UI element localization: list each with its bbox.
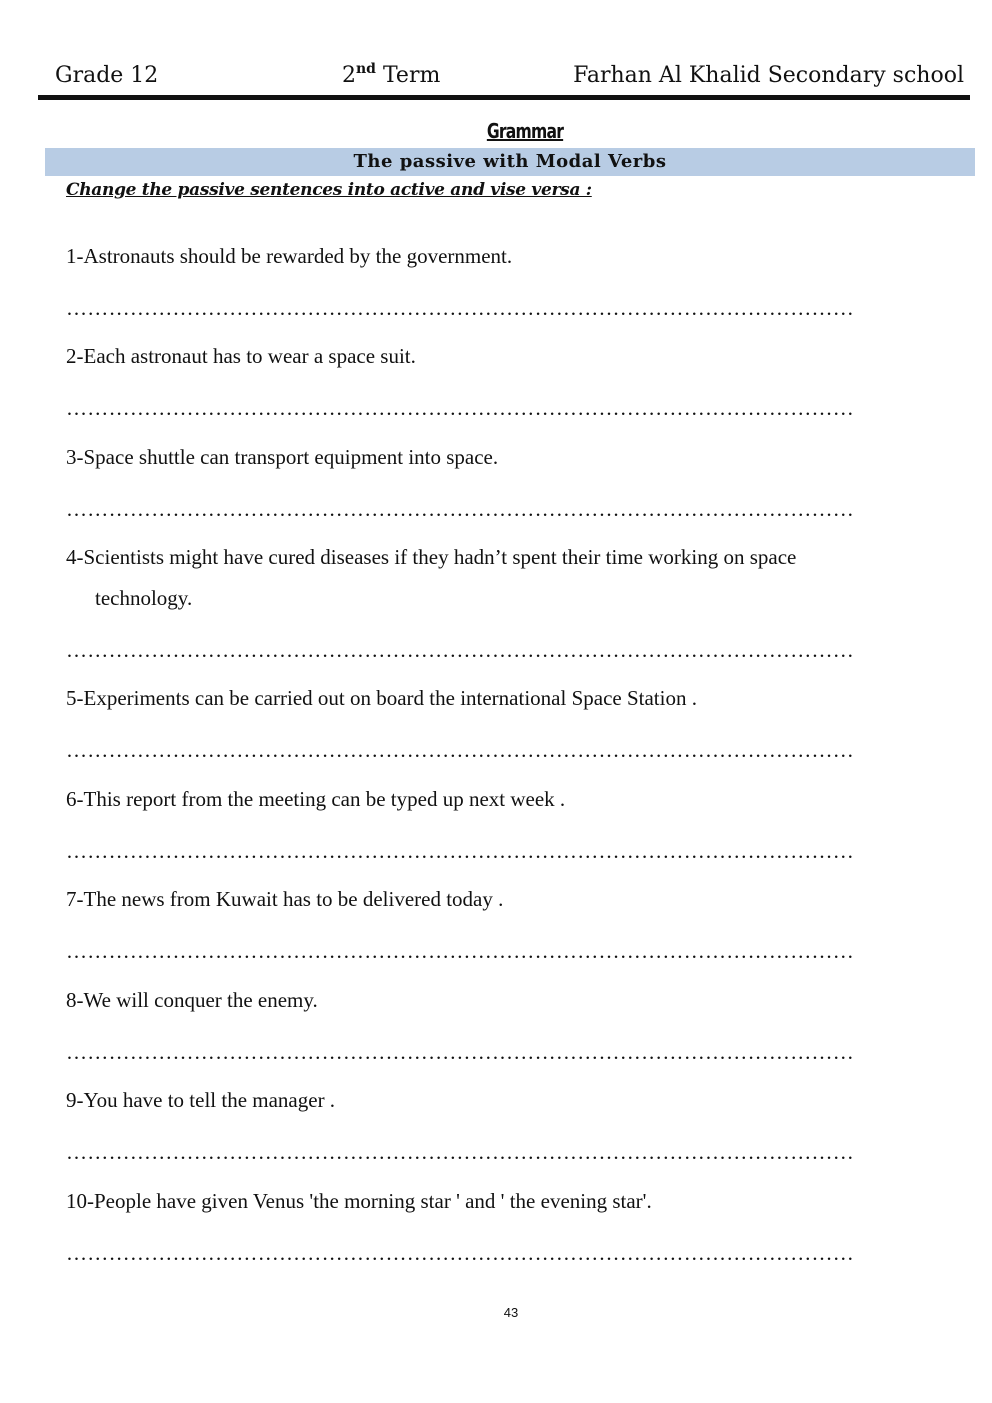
question-1 [66, 236, 926, 277]
answer-line-1[interactable]: ………………………………………………………………………………………………… [66, 296, 855, 320]
instruction-text: Change the passive sentences into active and vise versa : [66, 180, 592, 200]
answer-line-7[interactable]: ………………………………………………………………………………………………… [66, 939, 855, 963]
question-number: 8- [66, 988, 84, 1012]
question-text: This report from the meeting can be typed up next week . [83, 787, 566, 811]
question-number: 6- [66, 787, 84, 811]
question-number: 7- [66, 887, 84, 911]
school-name: Farhan Al Khalid Secondary school [573, 63, 964, 88]
question-text: Each astronaut has to wear a space suit. [83, 344, 416, 368]
answer-line-5[interactable]: ………………………………………………………………………………………………… [66, 738, 855, 762]
question-text: Scientists might have cured diseases if they hadn’t spent their time working on space [83, 545, 797, 569]
term-label [342, 58, 440, 94]
answer-line-4[interactable]: ………………………………………………………………………………………………… [66, 638, 855, 662]
question-number: 1- [66, 244, 84, 268]
grade-label: Grade 12 [55, 63, 159, 88]
question-number: 9- [66, 1088, 84, 1112]
question-9 [66, 1080, 926, 1121]
question-text: People have given Venus 'the morning star ' and ' the evening star'. [94, 1189, 652, 1213]
question-2 [66, 336, 926, 377]
page-number: 43 [503, 1305, 519, 1320]
answer-line-10[interactable]: ………………………………………………………………………………………………… [66, 1241, 855, 1265]
term-word: Term [375, 63, 441, 88]
question-number: 4- [66, 545, 84, 569]
header-divider [38, 95, 970, 100]
section-title: Grammar [486, 119, 564, 143]
answer-line-2[interactable]: ………………………………………………………………………………………………… [66, 396, 855, 420]
question-number: 10- [66, 1189, 94, 1213]
question-3 [66, 437, 926, 478]
question-7 [66, 879, 926, 920]
question-6 [66, 779, 926, 820]
topic-banner: The passive with Modal Verbs [45, 148, 975, 176]
question-10 [66, 1181, 926, 1222]
page-header [38, 58, 970, 94]
answer-line-3[interactable]: ………………………………………………………………………………………………… [66, 497, 855, 521]
question-text: Experiments can be carried out on board the international Space Station . [83, 686, 697, 710]
term-suffix: nd [356, 61, 376, 77]
answer-line-8[interactable]: ………………………………………………………………………………………………… [66, 1040, 855, 1064]
question-text: You have to tell the manager . [83, 1088, 336, 1112]
question-4 [66, 537, 926, 619]
term-number: 2 [342, 63, 356, 88]
answer-line-9[interactable]: ………………………………………………………………………………………………… [66, 1140, 855, 1164]
answer-line-6[interactable]: ………………………………………………………………………………………………… [66, 839, 855, 863]
question-5 [66, 678, 926, 719]
question-text: Space shuttle can transport equipment into space. [83, 445, 499, 469]
question-number: 3- [66, 445, 84, 469]
question-text: The news from Kuwait has to be delivered today . [83, 887, 504, 911]
question-text-continued: technology. [95, 586, 193, 610]
question-number: 5- [66, 686, 84, 710]
question-text: Astronauts should be rewarded by the government. [83, 244, 513, 268]
question-8 [66, 980, 926, 1021]
question-number: 2- [66, 344, 84, 368]
question-text: We will conquer the enemy. [83, 988, 318, 1012]
